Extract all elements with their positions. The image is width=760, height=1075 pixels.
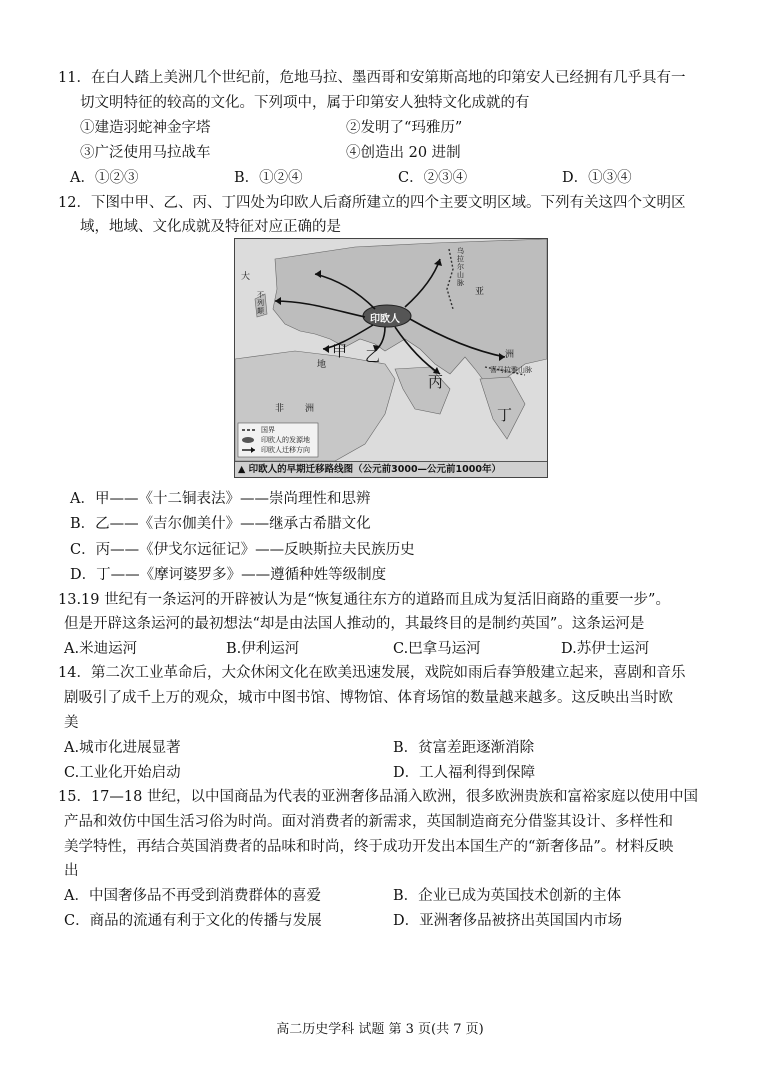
q15-stem-line1: 15．17—18 世纪，以中国商品为代表的亚洲奢侈品涌入欧洲，很多欧洲贵族和富裕家庭以使用中国 [58, 789, 698, 805]
q15-stem-line4: 出 [64, 863, 79, 879]
q15-stem-line3: 美学特性，再结合英国消费者的品味和时尚，终于成功开发出本国生产的“新奢侈品”。材料反映 [64, 839, 674, 855]
q11-item-3: ③广泛使用马拉战车 [80, 145, 211, 161]
map-marker-jia: 甲 [332, 342, 348, 360]
migration-map [234, 238, 548, 478]
legend-migration: 印欧人迁移方向 [261, 446, 310, 454]
map-region-label: 大 [241, 272, 251, 282]
q11-option-b[interactable]: B．①②④ [234, 170, 303, 186]
map-marker-ding: 丁 [497, 406, 513, 424]
q13-option-c[interactable]: C.巴拿马运河 [393, 641, 481, 657]
q15-option-b[interactable]: B．企业已成为英国技术创新的主体 [393, 888, 622, 904]
map-marker-yi: 乙 [365, 347, 381, 365]
q13-stem-line1: 13.19 世纪有一条运河的开辟被认为是“恢复通往东方的道路而且成为复活旧商路的重要一步”。 [58, 592, 670, 608]
q14-option-a[interactable]: A.城市化进展显著 [64, 740, 181, 756]
q14-stem-line1: 14．第二次工业革命后，大众休闲文化在欧美迅速发展，戏院如雨后春笋般建立起来，喜剧和音乐 [58, 665, 686, 681]
map-graphic [235, 239, 547, 461]
q12-option-c[interactable]: C．丙——《伊戈尔远征记》——反映斯拉夫民族历史 [70, 542, 415, 558]
q14-option-d[interactable]: D．工人福利得到保障 [393, 765, 536, 781]
map-homeland-label: 印欧人 [370, 314, 400, 325]
q13-option-d[interactable]: D.苏伊士运河 [561, 641, 650, 657]
legend-homeland: 印欧人的发源地 [261, 436, 310, 444]
page-footer: 高二历史学科 试题 第 3 页(共 7 页) [276, 1022, 484, 1037]
map-caption: ▲ 印欧人的早期迁移路线图（公元前3000—公元前1000年） [235, 461, 547, 477]
map-region-label: 非 [275, 404, 285, 414]
q14-stem-line2: 剧吸引了成千上万的观众，城市中图书馆、博物馆、体育场馆的数量越来越多。这反映出当时欧 [64, 690, 673, 706]
map-region-label: 亚 [475, 287, 485, 297]
q13-option-b[interactable]: B.伊利运河 [226, 641, 300, 657]
q11-stem-line2: 切文明特征的较高的文化。下列项中，属于印第安人独特文化成就的有 [80, 95, 530, 111]
map-region-label: 喜马拉雅山脉 [490, 366, 532, 374]
map-region-label: 洲 [505, 350, 515, 360]
q11-option-c[interactable]: C．②③④ [398, 170, 468, 186]
q11-item-2: ②发明了“玛雅历” [346, 120, 463, 136]
q11-item-4: ④创造出 20 进制 [346, 145, 461, 161]
q15-option-d[interactable]: D．亚洲奢侈品被挤出英国国内市场 [393, 913, 623, 929]
q13-option-a[interactable]: A.米迪运河 [64, 641, 138, 657]
legend-border: 国界 [261, 426, 275, 434]
map-region-label: 乌拉尔山脉 [457, 247, 464, 287]
q12-stem-line1: 12．下图中甲、乙、丙、丁四处为印欧人后裔所建立的四个主要文明区域。下列有关这四个文明区 [58, 195, 686, 211]
q13-stem-line2: 但是开辟这条运河的最初想法“却是由法国人推动的，其最终目的是制约英国”。这条运河是 [64, 616, 645, 632]
q11-stem-line1: 11．在白人踏上美洲几个世纪前，危地马拉、墨西哥和安第斯高地的印第安人已经拥有几乎具有一 [58, 70, 686, 86]
q12-option-b[interactable]: B．乙——《吉尔伽美什》——继承古希腊文化 [70, 516, 371, 532]
q15-option-a[interactable]: A．中国奢侈品不再受到消费群体的喜爱 [64, 888, 321, 904]
q11-item-1: ①建造羽蛇神金字塔 [80, 120, 211, 136]
map-region-label: 洲 [305, 404, 315, 414]
q15-option-c[interactable]: C．商品的流通有利于文化的传播与发展 [64, 913, 322, 929]
map-marker-bing: 丙 [428, 373, 444, 391]
map-region-label: 不列颠 [257, 291, 264, 315]
q14-option-c[interactable]: C.工业化开始启动 [64, 765, 181, 781]
q11-option-a[interactable]: A．①②③ [70, 170, 139, 186]
q11-option-d[interactable]: D．①③④ [562, 170, 632, 186]
q12-option-d[interactable]: D．丁——《摩诃婆罗多》——遵循种姓等级制度 [70, 567, 387, 583]
q12-stem-line2: 域，地域、文化成就及特征对应正确的是 [80, 219, 341, 235]
map-region-label: 地 [317, 360, 327, 370]
q14-option-b[interactable]: B．贫富差距逐渐消除 [393, 740, 535, 756]
q15-stem-line2: 产品和效仿中国生活习俗为时尚。面对消费者的新需求，英国制造商充分借鉴其设计、多样性和 [64, 814, 673, 830]
q14-stem-line3: 美 [64, 715, 79, 731]
q12-option-a[interactable]: A．甲——《十二铜表法》——崇尚理性和思辨 [70, 491, 371, 507]
